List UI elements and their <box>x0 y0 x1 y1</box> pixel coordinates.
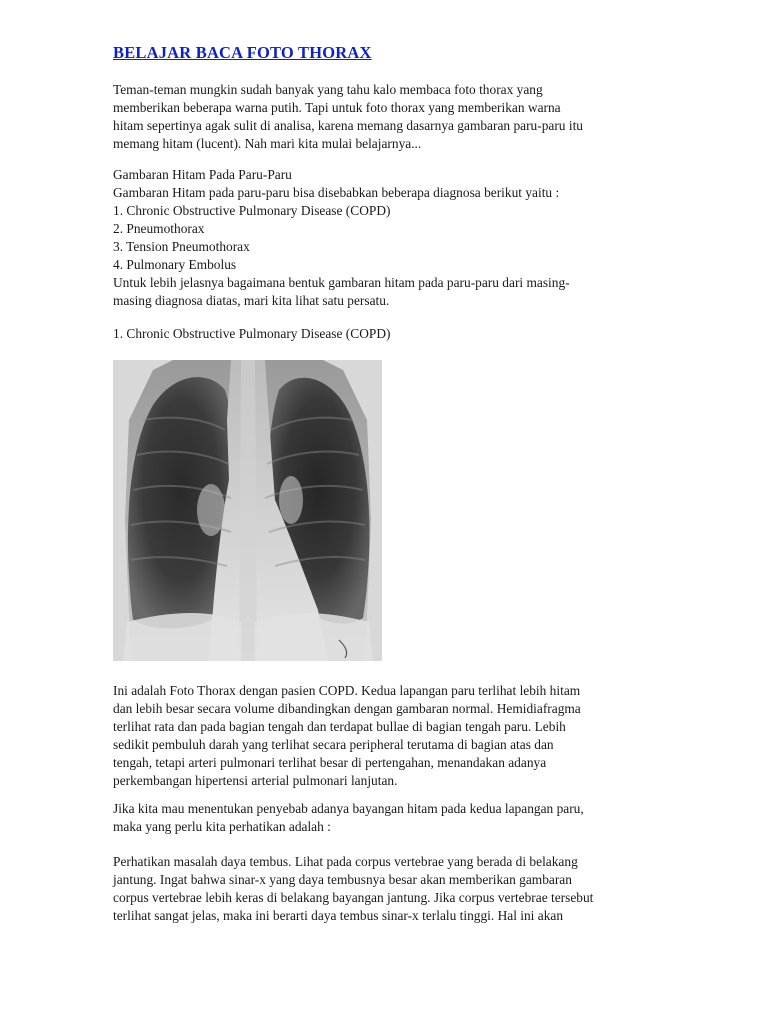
question-line: Jika kita mau menentukan penyebab adanya bayangan hitam pada kedua lapangan paru, <box>113 801 584 816</box>
document-title[interactable]: BELAJAR BACA FOTO THORAX <box>113 43 372 62</box>
list-line: Untuk lebih jelasnya bagaimana bentuk gambaran hitam pada paru-paru dari masing- <box>113 275 570 290</box>
copd-description-paragraph <box>113 682 673 790</box>
copd-line: terlihat rata dan pada bagian tengah dan terdapat bullae di bagian tengah paru. Lebih <box>113 719 566 734</box>
list-line: masing diagnosa diatas, mari kita lihat satu persatu. <box>113 293 390 308</box>
list-line: Gambaran Hitam pada paru-paru bisa disebabkan beberapa diagnosa berikut yaitu : <box>113 185 560 200</box>
intro-paragraph <box>113 81 673 153</box>
section-heading: 1. Chronic Obstructive Pulmonary Disease (COPD) <box>113 326 391 341</box>
copd-line: Ini adalah Foto Thorax dengan pasien COPD. Kedua lapangan paru terlihat lebih hitam <box>113 683 581 698</box>
intro-line: Teman-teman mungkin sudah banyak yang tahu kalo membaca foto thorax yang <box>113 82 543 97</box>
copd-line: sedikit pembuluh darah yang terlihat secara peripheral terutama di bagian atas dan <box>113 737 554 752</box>
intro-line: hitam sepertinya agak sulit di analisa, karena memang dasarnya gambaran paru-paru itu <box>113 118 583 133</box>
penetration-paragraph <box>113 853 673 925</box>
penetration-line: Perhatikan masalah daya tembus. Lihat pada corpus vertebrae yang berada di belakang <box>113 854 578 869</box>
list-item: 1. Chronic Obstructive Pulmonary Disease (COPD) <box>113 203 391 218</box>
intro-line: memang hitam (lucent). Nah mari kita mulai belajarnya... <box>113 136 422 151</box>
question-line: maka yang perlu kita perhatikan adalah : <box>113 819 331 834</box>
section-heading-copd <box>113 325 673 343</box>
copd-line: perkembangan hipertensi arterial pulmonari lanjutan. <box>113 773 398 788</box>
copd-line: dan lebih besar secara volume dibandingkan dengan gambaran normal. Hemidiafragma <box>113 701 581 716</box>
question-paragraph <box>113 800 673 836</box>
diagnosis-list-paragraph <box>113 166 673 310</box>
intro-line: memberikan beberapa warna putih. Tapi untuk foto thorax yang memberikan warna <box>113 100 561 115</box>
copd-line: tengah, tetapi arteri pulmonari terlihat besar di pertengahan, menandakan adanya <box>113 755 547 770</box>
penetration-line: corpus vertebrae lebih keras di belakang bayangan jantung. Jika corpus vertebrae tersebut <box>113 890 594 905</box>
penetration-line: jantung. Ingat bahwa sinar-x yang daya tembusnya besar akan memberikan gambaran <box>113 872 572 887</box>
penetration-line: terlihat sangat jelas, maka ini berarti daya tembus sinar-x terlalu tinggi. Hal ini akan <box>113 908 564 923</box>
list-subheading: Gambaran Hitam Pada Paru-Paru <box>113 167 292 182</box>
list-item: 3. Tension Pneumothorax <box>113 239 250 254</box>
list-item: 2. Pneumothorax <box>113 221 205 236</box>
chest-xray-image <box>113 360 382 661</box>
list-item: 4. Pulmonary Embolus <box>113 257 237 272</box>
